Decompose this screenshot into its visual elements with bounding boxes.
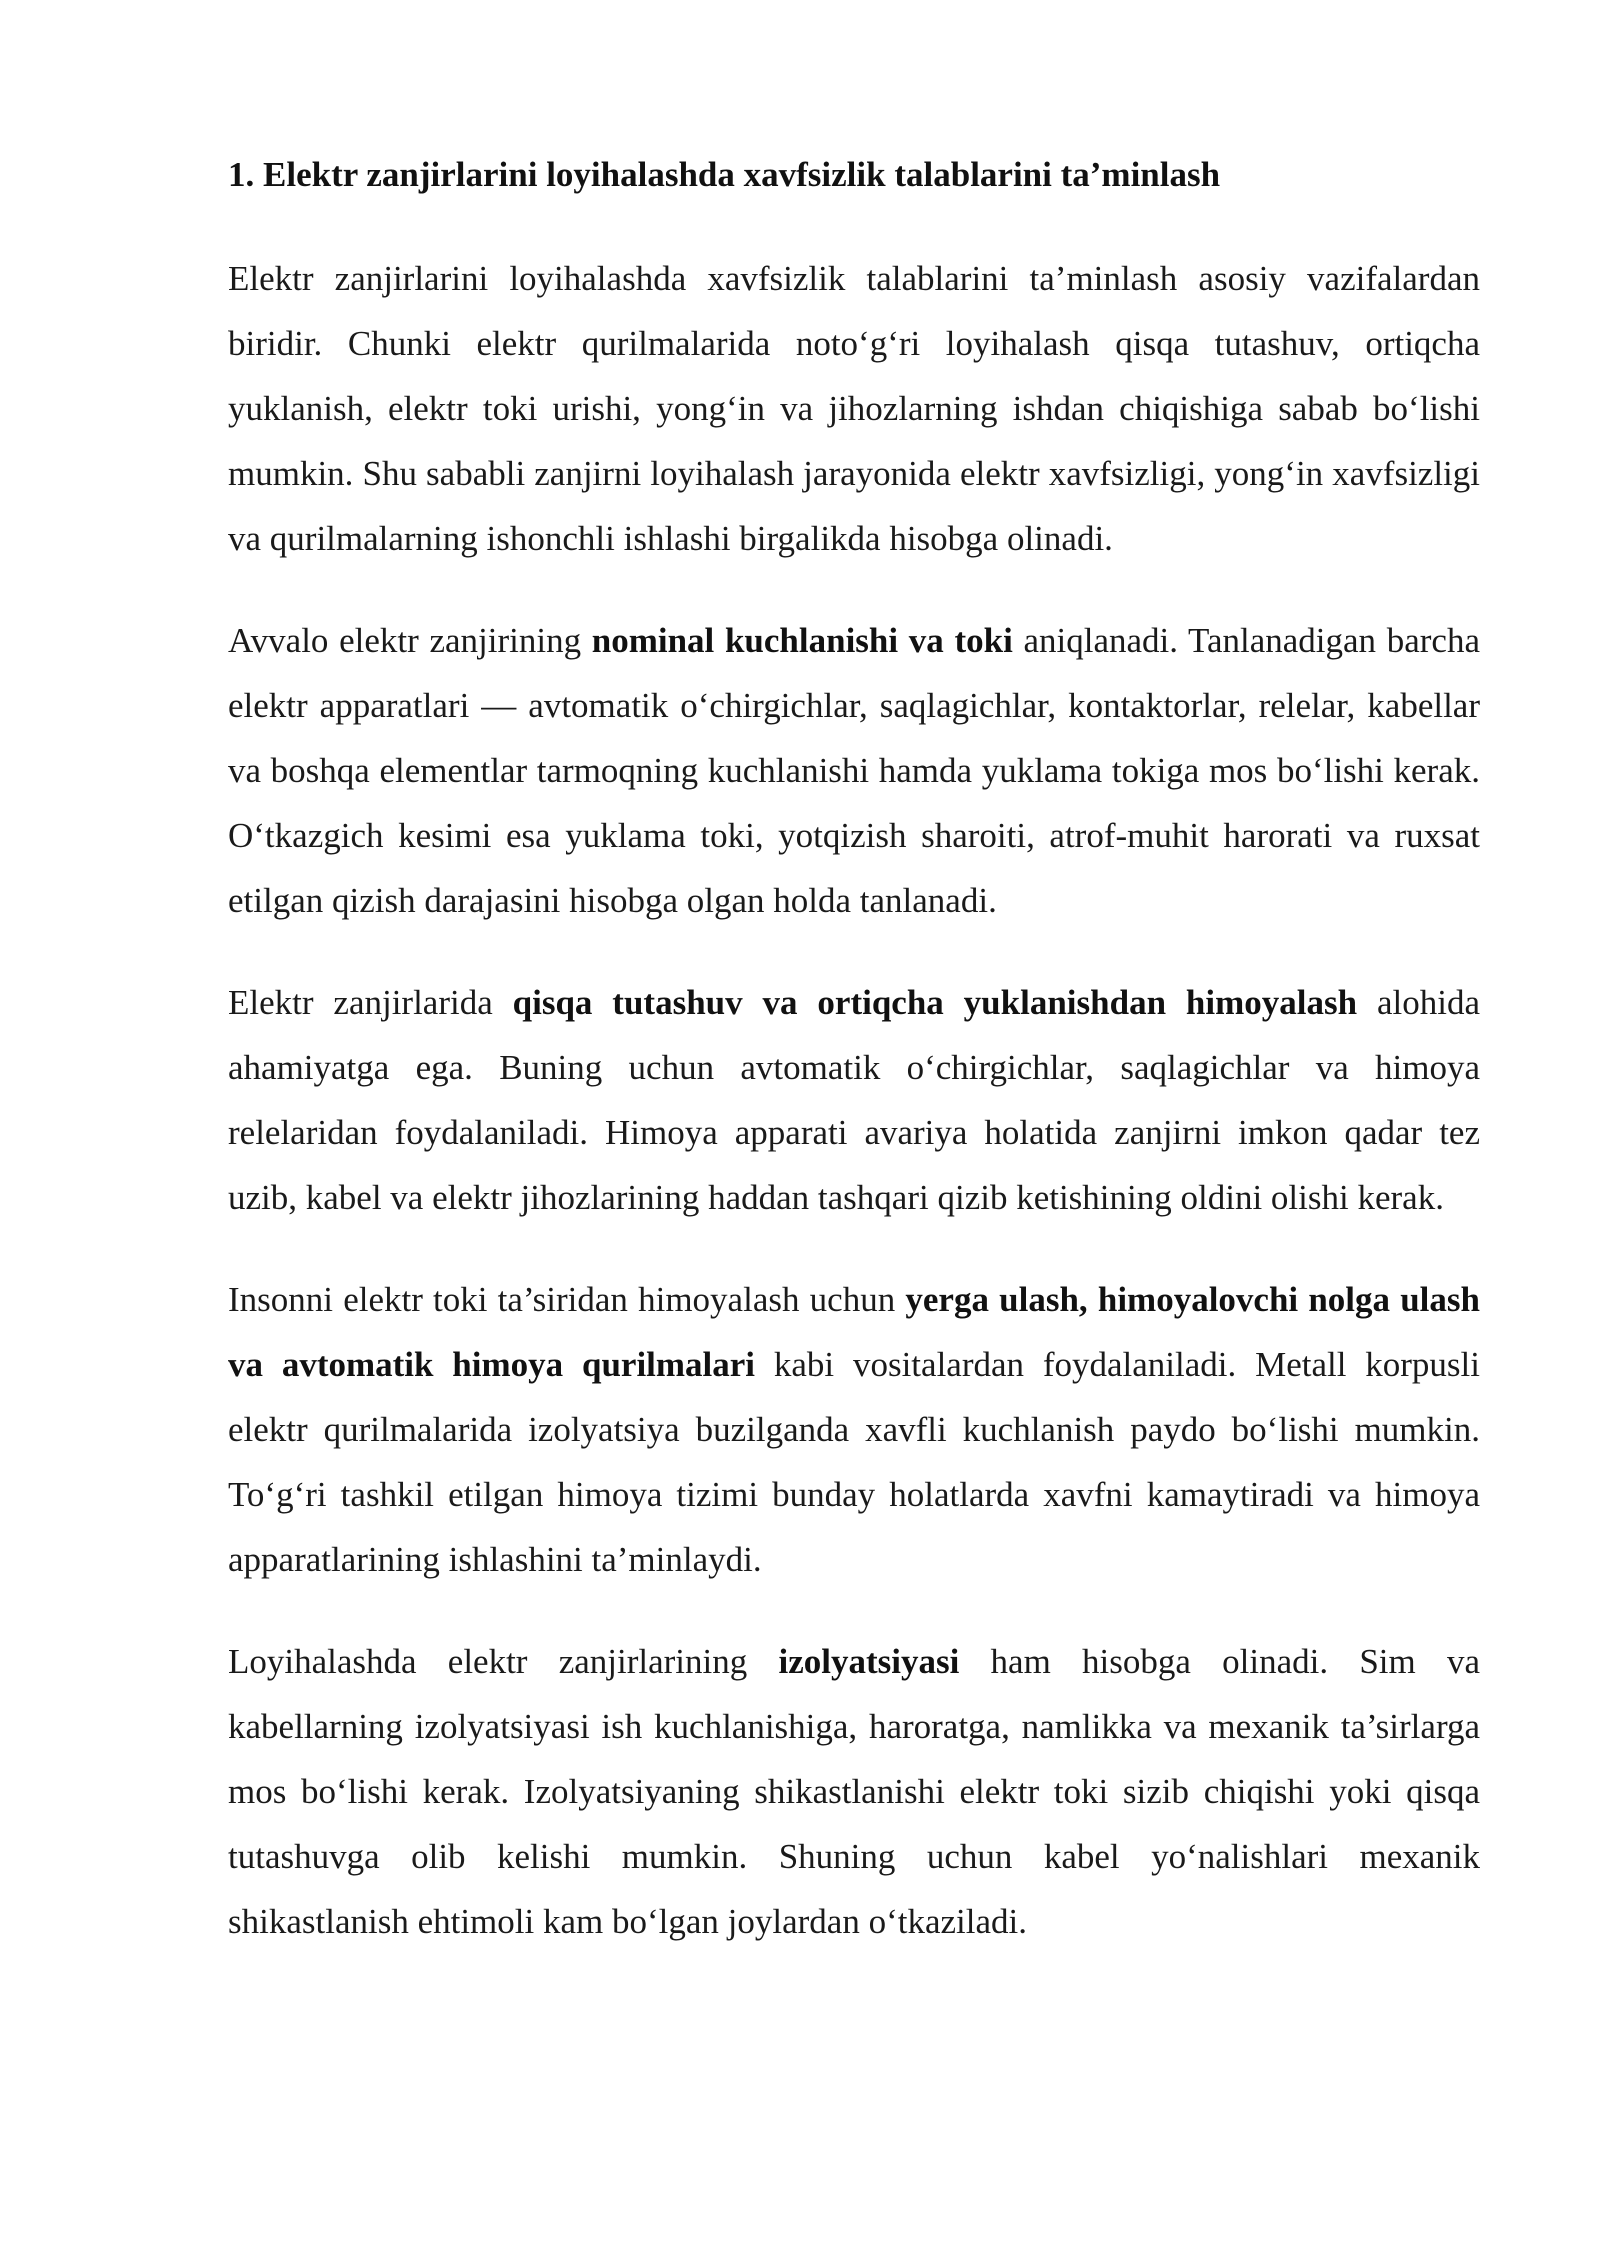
- bold-term: izolyatsiyasi: [778, 1642, 960, 1681]
- bold-term: yerga ulash, himoyalovchi nolga ulash va avtomatik himoya qurilmalari: [228, 1280, 1480, 1384]
- bold-term: qisqa tutashuv va ortiqcha yuklanishdan himoyalash: [512, 983, 1358, 1022]
- section-heading: 1. Elektr zanjirlarini loyihalashda xavfsizlik talablarini ta’minlash: [228, 155, 1221, 194]
- paragraph-text: aniqlanadi. Tanlanadigan barcha elektr apparatlari — avtomatik o‘chirgichlar, saqlagichlar, kontaktorlar, relelar, kabellar va boshqa elementlar tarmoqning kuchlanishi hamda yuklama tokiga mos bo‘lishi kerak. O‘tkazgich kesimi esa yuklama toki, yotqizish sharoiti, atrof-muhit harorati va ruxsat etilgan qizish darajasini hisobga olgan holda tanlanadi.: [228, 621, 1480, 920]
- paragraph-text: Insonni elektr toki ta’siridan himoyalash uchun: [228, 1280, 906, 1319]
- paragraph-text: Elektr zanjirlarida: [228, 983, 513, 1022]
- paragraph-3: [228, 970, 1480, 1230]
- paragraph-text: ham hisobga olinadi. Sim va kabellarning izolyatsiyasi ish kuchlanishiga, haroratga, namlikka va mexanik ta’sirlarga mos bo‘lishi kerak. Izolyatsiyaning shikastlanishi elektr toki sizib chiqishi yoki qisqa tutashuvga olib kelishi mumkin. Shuning uchun kabel yo‘nalishlari mexanik shikastlanish ehtimoli kam bo‘lgan joylardan o‘tkaziladi.: [228, 1642, 1481, 1941]
- document-body: [228, 150, 1480, 1954]
- paragraph-4: [228, 1267, 1480, 1592]
- paragraph-text: Loyihalashda elektr zanjirlarining: [228, 1642, 779, 1681]
- paragraph-text: kabi vositalardan foydalaniladi. Metall korpusli elektr qurilmalarida izolyatsiya buzilganda xavfli kuchlanish paydo bo‘lishi mumkin. To‘g‘ri tashkil etilgan himoya tizimi bunday holatlarda xavfni kamaytiradi va himoya apparatlarining ishlashini ta’minlaydi.: [228, 1345, 1480, 1579]
- paragraph-5: [228, 1629, 1480, 1954]
- paragraph-1: [228, 246, 1480, 571]
- bold-term: nominal kuchlanishi va toki: [591, 621, 1013, 660]
- paragraph-text: Avvalo elektr zanjirining: [228, 621, 592, 660]
- paragraph-2: [228, 608, 1480, 933]
- paragraph-text: alohida ahamiyatga ega. Buning uchun avtomatik o‘chirgichlar, saqlagichlar va himoya relelaridan foydalaniladi. Himoya apparati avariya holatida zanjirni imkon qadar tez uzib, kabel va elektr jihozlarining haddan tashqari qizib ketishining oldini olishi kerak.: [228, 983, 1480, 1217]
- paragraph-text: Elektr zanjirlarini loyihalashda xavfsizlik talablarini ta’minlash asosiy vazifalardan biridir. Chunki elektr qurilmalarida noto‘g‘ri loyihalash qisqa tutashuv, ortiqcha yuklanish, elektr toki urishi, yong‘in va jihozlarning ishdan chiqishiga sabab bo‘lishi mumkin. Shu sababli zanjirni loyihalash jarayonida elektr xavfsizligi, yong‘in xavfsizligi va qurilmalarning ishonchli ishlashi birgalikda hisobga olinadi.: [228, 259, 1480, 558]
